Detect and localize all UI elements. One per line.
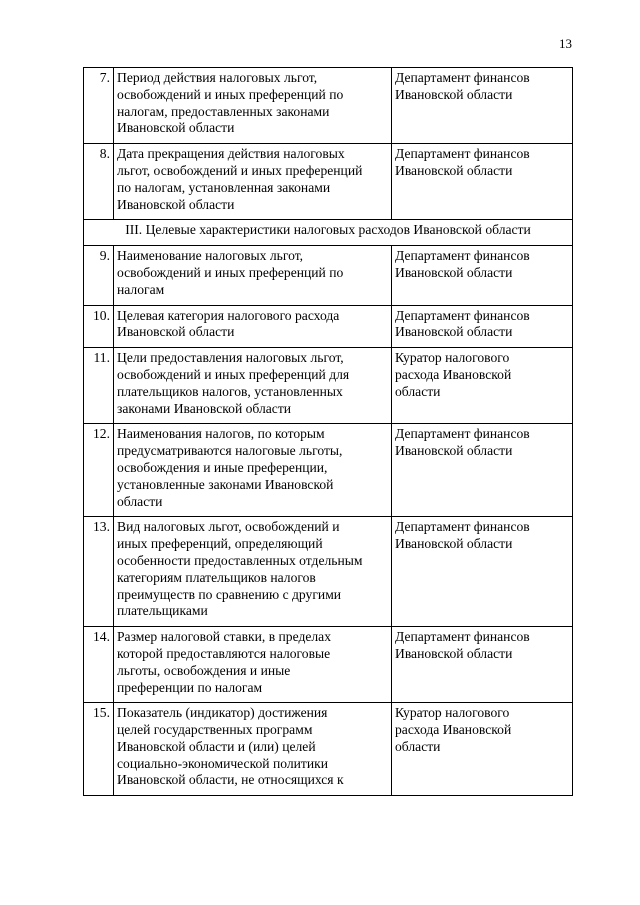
row-number: 13. xyxy=(84,517,114,627)
description-line: предусматриваются налоговые льготы, xyxy=(117,443,343,459)
indicator-description xyxy=(114,246,392,305)
description-line: освобождений и иных преференций по xyxy=(117,264,344,280)
responsible-party xyxy=(392,348,573,424)
responsible-line: Ивановской области xyxy=(395,324,513,340)
row-number: 7. xyxy=(84,68,114,144)
description-line: освобождений и иных преференций для xyxy=(117,366,350,382)
description-line: Период действия налоговых льгот, xyxy=(117,70,318,85)
table-row xyxy=(84,424,573,517)
description-line: иных преференций, определяющий xyxy=(117,536,323,552)
responsible-line: области xyxy=(395,738,441,754)
section-title: III. Целевые характеристики налоговых расходов Ивановской области xyxy=(84,220,573,246)
responsible-line: Ивановской области xyxy=(395,443,513,459)
description-line: Ивановской области xyxy=(117,324,235,340)
description-line: преференции по налогам xyxy=(117,679,263,695)
indicator-description xyxy=(114,517,392,627)
responsible-party xyxy=(392,68,573,144)
description-line: Цели предоставления налоговых льгот, xyxy=(117,350,344,366)
table-row xyxy=(84,627,573,703)
description-line: Вид налоговых льгот, освобождений и xyxy=(117,519,340,535)
responsible-line: Департамент финансов xyxy=(395,519,530,535)
description-line: целей государственных программ xyxy=(117,722,313,738)
row-number: 14. xyxy=(84,627,114,703)
responsible-line: расхода Ивановской xyxy=(395,366,512,382)
row-number: 10. xyxy=(84,305,114,348)
responsible-line: Ивановской области xyxy=(395,264,513,280)
responsible-line: Ивановской области xyxy=(395,86,513,102)
description-line: Ивановской области xyxy=(117,120,235,136)
description-line: Ивановской области и (или) целей xyxy=(117,738,316,754)
responsible-line: Департамент финансов xyxy=(395,146,530,162)
responsible-line: Департамент финансов xyxy=(395,426,530,442)
description-line: преимуществ по сравнению с другими xyxy=(117,586,342,602)
responsible-line: Департамент финансов xyxy=(395,307,530,323)
row-number: 15. xyxy=(84,703,114,796)
responsible-party xyxy=(392,517,573,627)
description-line: социально-экономической политики xyxy=(117,755,329,771)
responsible-party xyxy=(392,424,573,517)
responsible-line: Департамент финансов xyxy=(395,70,530,85)
responsible-party xyxy=(392,305,573,348)
responsible-line: области xyxy=(395,383,441,399)
table-row xyxy=(84,703,573,796)
description-line: льготы, освобождения и иные xyxy=(117,662,291,678)
responsible-party xyxy=(392,627,573,703)
responsible-line: Куратор налогового xyxy=(395,350,510,366)
description-line: освобождений и иных преференций по xyxy=(117,86,344,102)
indicator-description xyxy=(114,68,392,144)
description-line: Дата прекращения действия налоговых xyxy=(117,146,345,162)
table-row xyxy=(84,305,573,348)
description-line: освобождения и иные преференции, xyxy=(117,459,328,475)
description-line: плательщиками xyxy=(117,603,208,619)
responsible-line: Куратор налогового xyxy=(395,705,510,721)
row-number: 8. xyxy=(84,144,114,220)
table-row xyxy=(84,144,573,220)
responsible-party xyxy=(392,246,573,305)
description-line: налогам, предоставленных законами xyxy=(117,103,330,119)
responsible-party xyxy=(392,144,573,220)
indicator-description xyxy=(114,144,392,220)
description-line: Показатель (индикатор) достижения xyxy=(117,705,328,721)
description-line: категориям плательщиков налогов xyxy=(117,569,316,585)
indicators-table xyxy=(83,67,573,796)
description-line: которой предоставляются налоговые xyxy=(117,645,331,661)
description-line: установленные законами Ивановской xyxy=(117,476,334,492)
indicator-description xyxy=(114,703,392,796)
table-row xyxy=(84,348,573,424)
section-header-row xyxy=(84,220,573,246)
description-line: Размер налоговой ставки, в пределах xyxy=(117,629,332,645)
responsible-line: Департамент финансов xyxy=(395,629,530,645)
description-line: Целевая категория налогового расхода xyxy=(117,307,340,323)
description-line: области xyxy=(117,493,163,509)
description-line: законами Ивановской области xyxy=(117,400,292,416)
description-line: налогам xyxy=(117,281,165,297)
row-number: 11. xyxy=(84,348,114,424)
table-body xyxy=(84,68,573,796)
row-number: 9. xyxy=(84,246,114,305)
table-row xyxy=(84,246,573,305)
description-line: по налогам, установленная законами xyxy=(117,179,331,195)
responsible-line: Ивановской области xyxy=(395,536,513,552)
description-line: Наименование налоговых льгот, xyxy=(117,248,304,264)
description-line: льгот, освобождений и иных преференций xyxy=(117,162,363,178)
responsible-line: Ивановской области xyxy=(395,162,513,178)
description-line: Ивановской области xyxy=(117,196,235,212)
indicator-description xyxy=(114,348,392,424)
description-line: плательщиков налогов, установленных xyxy=(117,383,343,399)
table-row xyxy=(84,517,573,627)
responsible-line: Ивановской области xyxy=(395,645,513,661)
row-number: 12. xyxy=(84,424,114,517)
indicator-description xyxy=(114,424,392,517)
responsible-line: Департамент финансов xyxy=(395,248,530,264)
indicator-description xyxy=(114,305,392,348)
description-line: особенности предоставленных отдельным xyxy=(117,552,363,568)
description-line: Наименования налогов, по которым xyxy=(117,426,325,442)
indicator-description xyxy=(114,627,392,703)
table-row xyxy=(84,68,573,144)
page-number: 13 xyxy=(559,36,572,51)
responsible-party xyxy=(392,703,573,796)
responsible-line: расхода Ивановской xyxy=(395,722,512,738)
description-line: Ивановской области, не относящихся к xyxy=(117,772,344,788)
